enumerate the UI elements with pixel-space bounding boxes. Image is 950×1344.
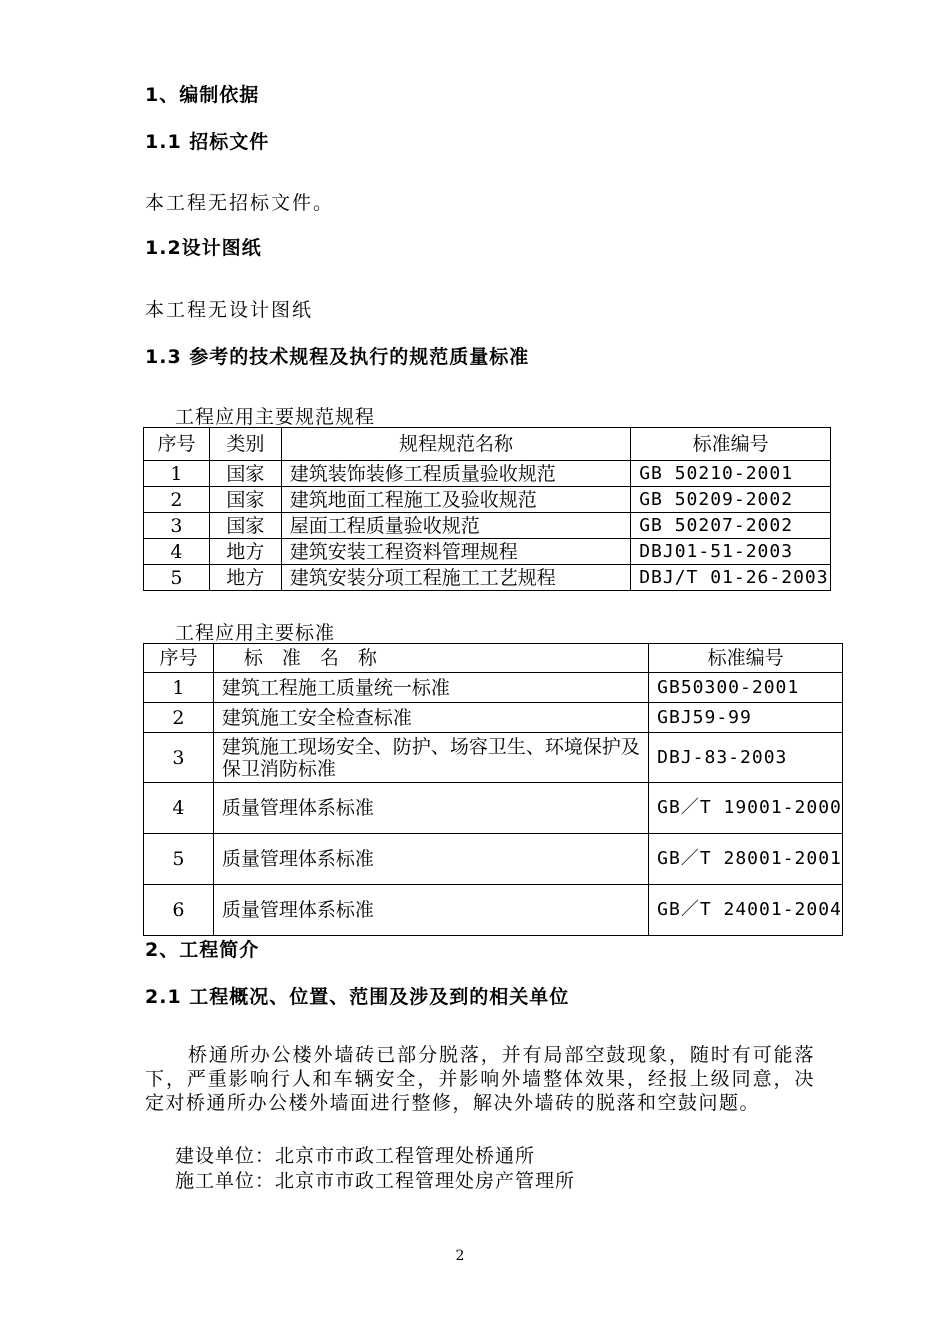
table-cell: 2 [144, 703, 214, 733]
heading-1: 1、编制依据 [145, 84, 260, 106]
table-cell: DBJ-83-2003 [649, 733, 843, 783]
table-header-row [144, 644, 843, 673]
table-cell: 建筑施工现场安全、防护、场容卫生、环境保护及保卫消防标准 [213, 733, 648, 783]
table-cell: 4 [144, 539, 210, 565]
contractor-line: 施工单位：北京市市政工程管理处房产管理所 [175, 1170, 576, 1192]
table-cell: 建筑工程施工质量统一标准 [213, 673, 648, 703]
table-cell: 5 [144, 565, 210, 591]
table-cell: 3 [144, 513, 210, 539]
table-row [144, 461, 831, 487]
table-cell: 建筑安装分项工程施工工艺规程 [281, 565, 630, 591]
table-cell: 屋面工程质量验收规范 [281, 513, 630, 539]
table-row [144, 783, 843, 834]
builder-line: 建设单位：北京市市政工程管理处桥通所 [175, 1145, 536, 1167]
table-cell: 国家 [209, 487, 281, 513]
heading-1-2: 1.2设计图纸 [145, 237, 262, 259]
header-cell: 类别 [209, 428, 281, 461]
table-cell: GB／T 19001-2000 [649, 783, 843, 834]
text-1-1: 本工程无招标文件。 [145, 192, 335, 214]
text-1-2: 本工程无设计图纸 [145, 299, 314, 321]
table-cell: GB 50210-2001 [631, 461, 831, 487]
header-cell: 序号 [144, 428, 210, 461]
table-row [144, 565, 831, 591]
table-cell: 5 [144, 834, 214, 885]
table-cell: GB50300-2001 [649, 673, 843, 703]
table-cell: 质量管理体系标准 [213, 783, 648, 834]
overview-paragraph: 桥通所办公楼外墙砖已部分脱落，并有局部空鼓现象，随时有可能落下，严重影响行人和车辆安全，并影响外墙整体效果，经报上级同意，决定对桥通所办公楼外墙面进行整修，解决外墙砖的脱落和空鼓问题。 [145, 1044, 815, 1114]
table-row [144, 733, 843, 783]
table-cell: 质量管理体系标准 [213, 834, 648, 885]
table-cell: 1 [144, 673, 214, 703]
standards-table-1 [143, 427, 831, 591]
table-cell: DBJ/T 01-26-2003 [631, 565, 831, 591]
table-cell: 国家 [209, 461, 281, 487]
table-cell: 2 [144, 487, 210, 513]
table-row [144, 885, 843, 936]
heading-2-1: 2.1 工程概况、位置、范围及涉及到的相关单位 [145, 986, 570, 1008]
heading-1-1: 1.1 招标文件 [145, 131, 270, 153]
table-cell: GB 50209-2002 [631, 487, 831, 513]
header-cell: 标 准 名 称 [213, 644, 648, 673]
table-cell: GB 50207-2002 [631, 513, 831, 539]
table-cell: 建筑安装工程资料管理规程 [281, 539, 630, 565]
table-row [144, 703, 843, 733]
table-cell: 1 [144, 461, 210, 487]
table-cell: GB／T 24001-2004 [649, 885, 843, 936]
table-row [144, 513, 831, 539]
heading-1-3: 1.3 参考的技术规程及执行的规范质量标准 [145, 346, 530, 368]
table-cell: GB／T 28001-2001 [649, 834, 843, 885]
standards-table-2 [143, 643, 843, 936]
header-cell: 标准编号 [631, 428, 831, 461]
table-cell: 地方 [209, 539, 281, 565]
table-cell: DBJ01-51-2003 [631, 539, 831, 565]
table-cell: 地方 [209, 565, 281, 591]
table-header-row [144, 428, 831, 461]
table-row [144, 673, 843, 703]
table-cell: 4 [144, 783, 214, 834]
table-cell: 国家 [209, 513, 281, 539]
header-cell: 标准编号 [649, 644, 843, 673]
table-cell: 6 [144, 885, 214, 936]
table-cell: 3 [144, 733, 214, 783]
table-row [144, 487, 831, 513]
table-cell: 质量管理体系标准 [213, 885, 648, 936]
table-row [144, 834, 843, 885]
table-cell: 建筑地面工程施工及验收规范 [281, 487, 630, 513]
table1-caption: 工程应用主要规范规程 [175, 406, 376, 428]
heading-2: 2、工程简介 [145, 939, 260, 961]
table-cell: GBJ59-99 [649, 703, 843, 733]
table-cell: 建筑施工安全检查标准 [213, 703, 648, 733]
table-row [144, 539, 831, 565]
header-cell: 规程规范名称 [281, 428, 630, 461]
table-cell: 建筑装饰装修工程质量验收规范 [281, 461, 630, 487]
page-number: 2 [455, 1248, 465, 1264]
header-cell: 序号 [144, 644, 214, 673]
table2-caption: 工程应用主要标准 [175, 622, 336, 644]
